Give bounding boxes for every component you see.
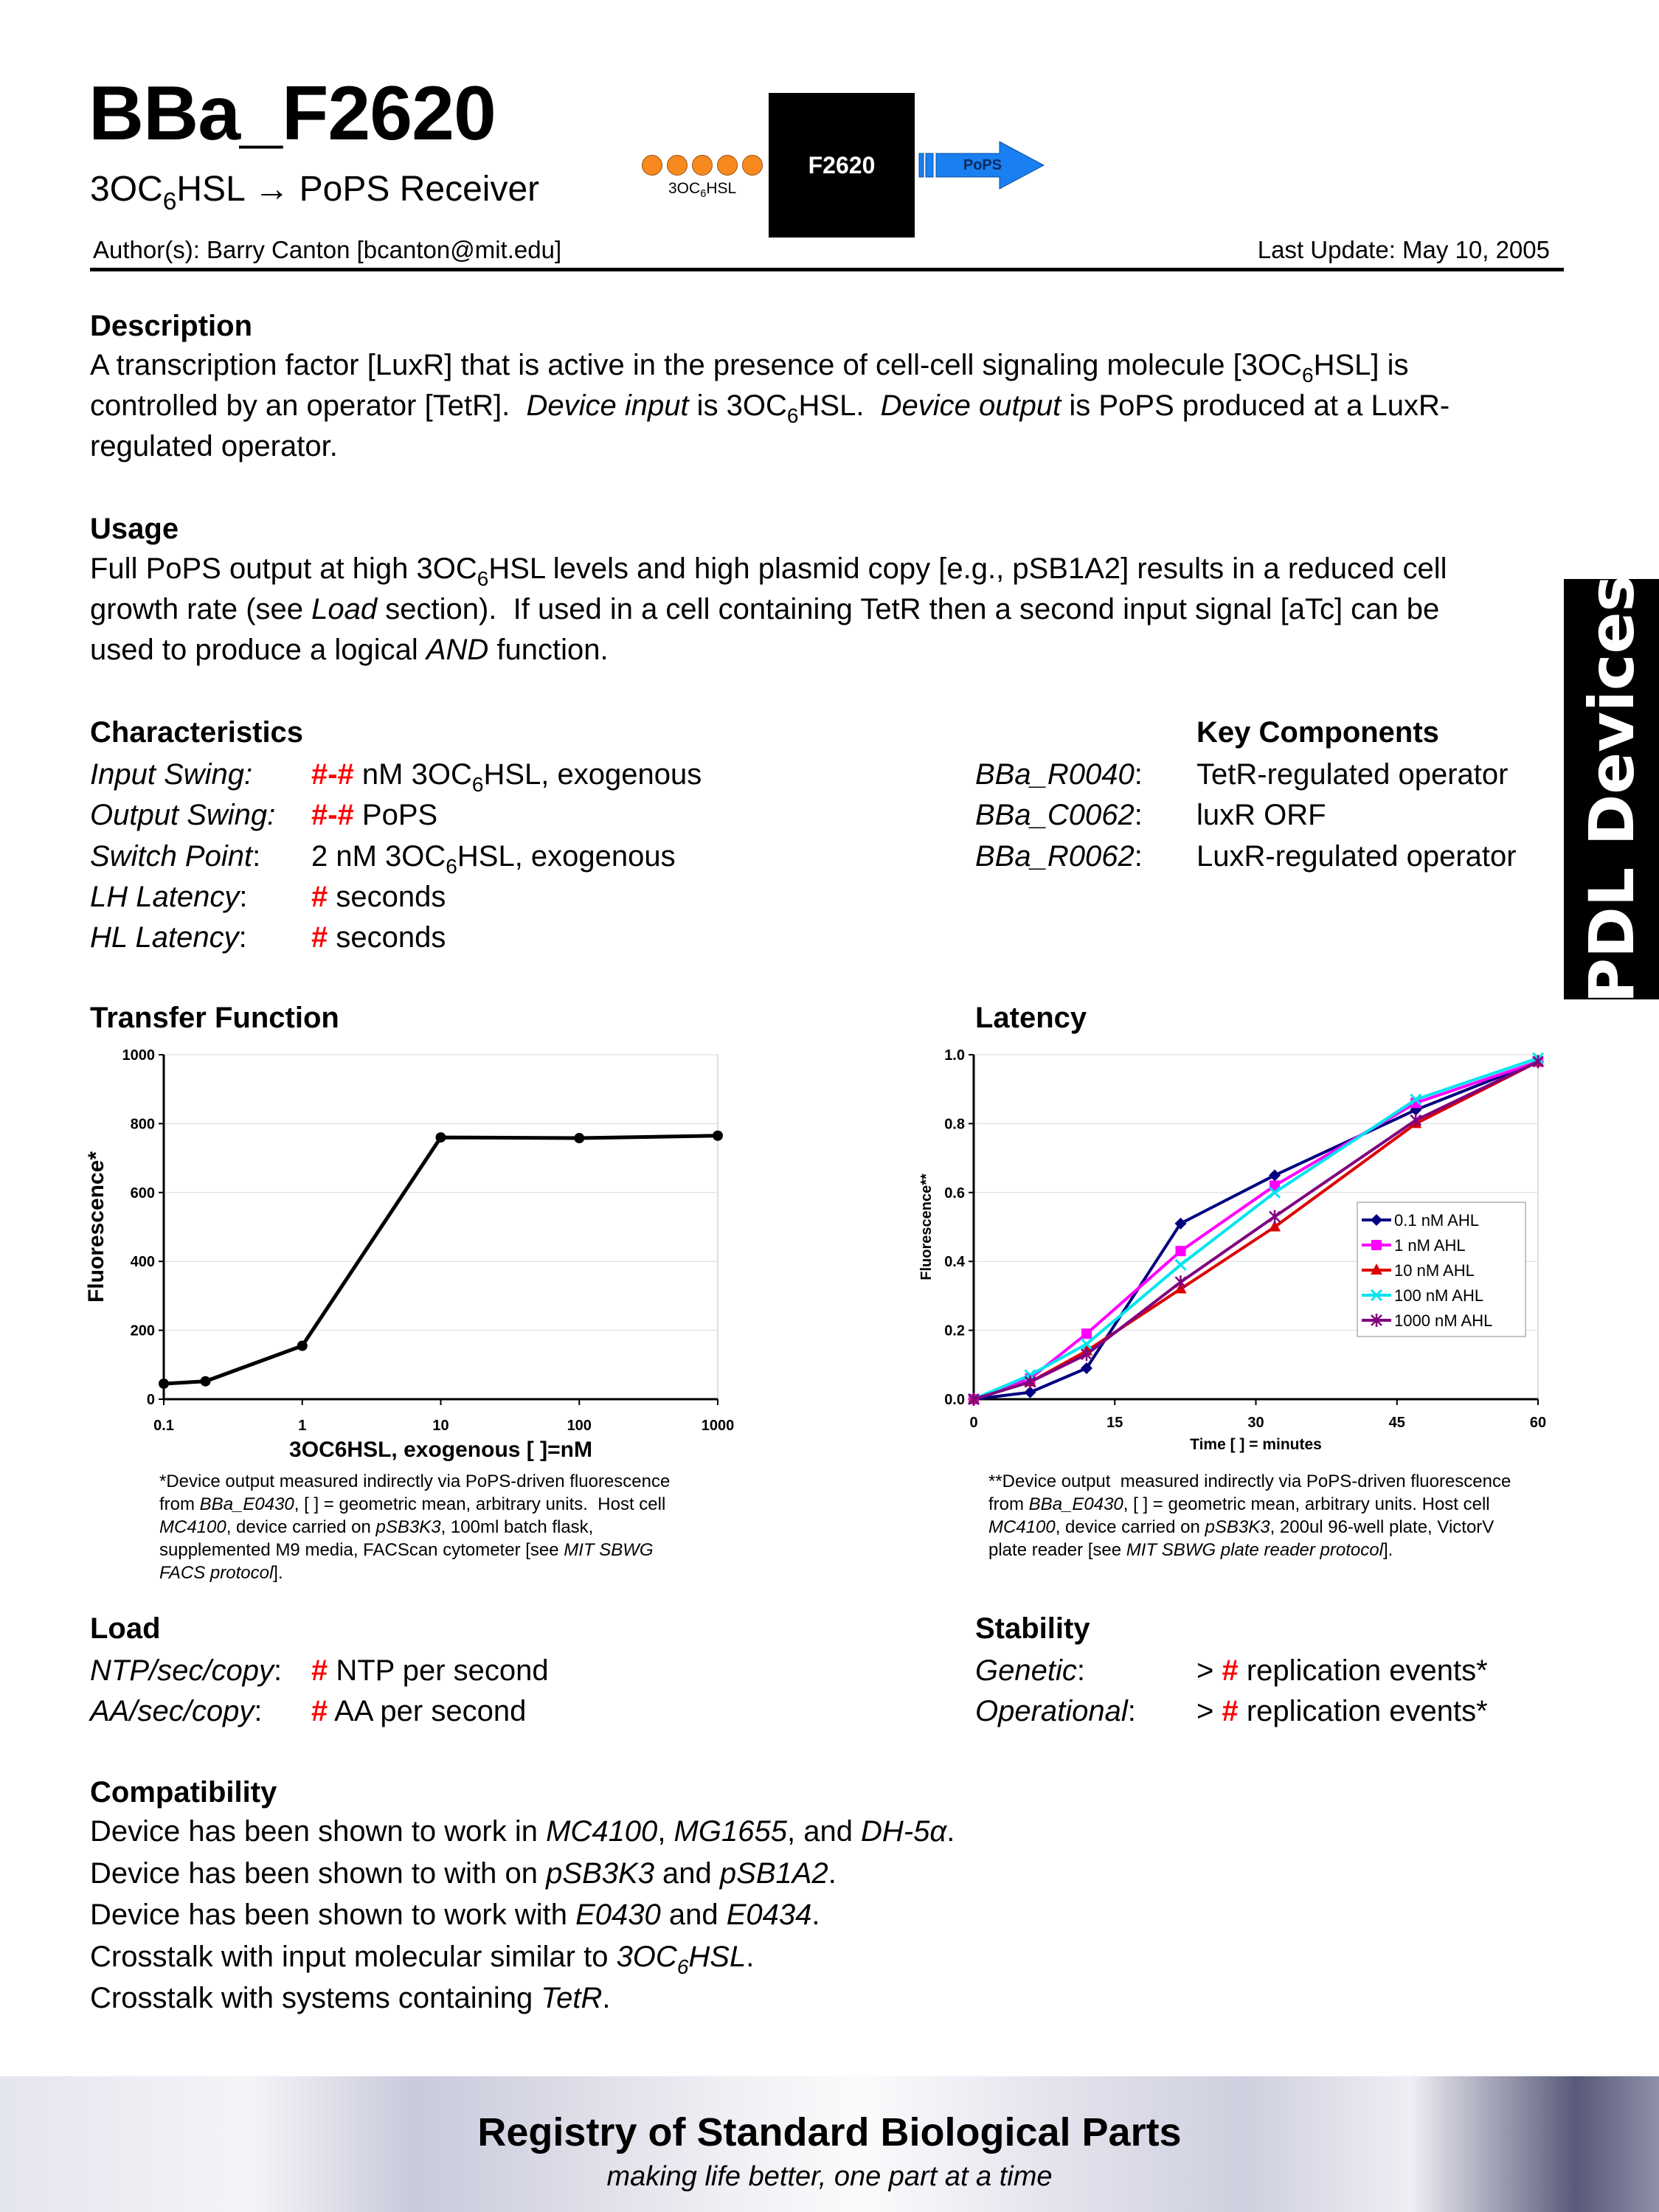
characteristic-row [90,799,438,831]
usage-heading: Usage [90,513,179,545]
compatibility-line [90,1853,955,1895]
placeholder-value: # [1222,1654,1239,1687]
y-tick-label: 800 [130,1116,155,1133]
text-italic: MIT SBWG plate reader protocol [1126,1540,1383,1560]
part-title: BBa_F2620 [89,71,496,156]
latency-footnote [988,1470,1593,1561]
text: . [811,1899,820,1931]
x-tick-label: 60 [1529,1415,1547,1431]
key-components-heading: Key Components [1196,716,1439,749]
text: is PoPS produced at a LuxR- [1061,389,1450,422]
characteristic-label: HL Latency [90,921,239,954]
text: HSL] is [1313,349,1409,381]
text: used to produce a logical [90,634,426,666]
key-component-row [975,758,1509,791]
text: , device carried on [1055,1517,1205,1537]
text-italic: Device output [880,389,1061,422]
pops-output-arrow-icon [918,140,1047,192]
text: is 3OC [688,389,787,422]
y-tick-label: 0 [146,1392,155,1408]
text-italic: FACS protocol [159,1563,274,1583]
device-box [769,93,915,238]
x-tick-label: 1000 [701,1418,735,1434]
y-axis-label: Fluorescence* [84,1151,108,1303]
text: ]. [1382,1540,1393,1560]
description-heading: Description [90,310,253,342]
y-tick-label: 400 [130,1254,155,1271]
input-molecules-icon [642,155,763,176]
subtitle-post: HSL → PoPS Receiver [176,170,540,209]
x-tick-label: 1 [298,1418,307,1434]
load-label: NTP/sec/copy [90,1654,274,1687]
value-sub: 6 [471,772,484,796]
description-line [90,386,1558,426]
text-italic: MG1655 [673,1815,787,1848]
category-label: PDL Devices [1575,575,1648,1004]
footnote-line [988,1539,1593,1561]
text: from [988,1494,1029,1514]
placeholder-value: # [311,881,328,913]
footnote-line: **Device output measured indirectly via PoPS-driven fluorescence [988,1471,1511,1491]
text: controlled by an operator [TetR]. [90,389,527,422]
characteristic-value [311,840,676,878]
legend-label: 100 nM AHL [1394,1286,1484,1305]
colon: : [239,881,248,913]
characteristic-value [311,758,702,796]
characteristic-value [311,882,446,912]
key-component-row [975,799,1326,831]
value-text: seconds [328,881,446,913]
text: growth rate (see [90,593,312,625]
usage-line [90,630,1558,670]
text-italic: pSB3K3 [1205,1517,1270,1537]
text: . [602,1982,611,2014]
x-tick-label: 0 [969,1415,978,1431]
data-point [1176,1246,1186,1256]
colon: : [252,840,261,873]
text-italic: BBa_E0430 [199,1494,294,1514]
text-italic: E0434 [726,1899,812,1931]
colon: : [1127,1695,1136,1727]
text: . [946,1815,955,1848]
footnote-line [988,1516,1593,1539]
value-text: seconds [328,921,446,954]
value-prefix: > [1196,1695,1222,1727]
text-italic: pSB3K3 [375,1517,441,1537]
placeholder-value: # [311,1695,328,1727]
author-line: Author(s): Barry Canton [bcanton@mit.edu] [93,236,562,263]
footer-title: Registry of Standard Biological Parts [477,2110,1182,2154]
text: , [ ] = geometric mean, arbitrary units. Host cell [1123,1494,1490,1514]
x-axis-label: Time [ ] = minutes [1190,1436,1322,1453]
part-link[interactable]: BBa_R0040 [975,758,1135,791]
data-point [436,1132,446,1143]
load-row [90,1654,549,1687]
text: , device carried on [226,1517,376,1537]
latency-chart [915,1033,1564,1468]
y-tick-label: 200 [130,1322,155,1339]
plot-area [164,1055,718,1399]
y-tick-label: 0.8 [944,1116,965,1133]
usage-body [90,549,1558,670]
header-rule [90,268,1564,271]
data-point [1270,1210,1280,1223]
text: from [159,1494,200,1514]
data-point [1081,1328,1092,1339]
compatibility-line [90,1894,955,1936]
value-text: HSL, exogenous [483,758,702,791]
y-tick-label: 1000 [122,1047,155,1064]
legend-marker-icon [1371,1240,1382,1250]
text: , [ ] = geometric mean, arbitrary units. Host cell [294,1494,666,1514]
value-text: HSL, exogenous [457,840,676,873]
text-italic: MC4100 [988,1517,1056,1537]
y-tick-label: 0.4 [944,1254,965,1271]
text: Full PoPS output at high 3OC [90,552,477,585]
text-sub: 6 [786,403,799,427]
footnote-line [159,1561,764,1584]
text: Device has been shown to with on [90,1856,547,1890]
text-italic: TetR [541,1982,603,2014]
molecule-dot-icon [742,155,763,176]
latency-heading: Latency [975,1002,1087,1034]
colon: : [254,1695,263,1727]
characteristic-row [90,758,702,796]
data-point [159,1379,169,1389]
text-italic: DH-5α [861,1815,947,1848]
text-italic: 3OC [616,1940,677,1973]
load-label: AA/sec/copy [90,1695,254,1727]
footnote-line [159,1539,764,1561]
molecule-dot-icon [717,155,738,176]
legend-label: 10 nM AHL [1394,1261,1475,1280]
x-tick-label: 10 [432,1418,449,1434]
data-point [1269,1169,1281,1181]
compatibility-body [90,1811,955,2019]
pops-label: PoPS [963,157,1002,173]
data-point [297,1341,308,1351]
text: supplemented M9 media, FACScan cytometer [see [159,1540,564,1560]
text-italic: MC4100 [546,1815,658,1848]
y-tick-label: 0.6 [944,1185,965,1202]
x-tick-label: 0.1 [153,1418,174,1434]
subtitle-sub: 6 [162,187,177,215]
text-italic: AND [426,634,489,666]
footnote-line [988,1493,1593,1516]
text: plate reader [see [988,1540,1126,1560]
input-label-pre: 3OC [668,180,701,197]
transfer-footnote [159,1470,764,1584]
characteristic-value [311,800,437,830]
value-sub: 6 [446,854,457,878]
molecule-dot-icon [667,155,688,176]
x-tick-label: 30 [1247,1415,1264,1431]
input-label-sub: 6 [700,188,707,201]
x-axis-label: 3OC6HSL, exogenous [ ]=nM [289,1438,592,1462]
input-label [668,180,737,201]
text: , 200ul 96-well plate, VictorV [1270,1517,1495,1537]
placeholder-value: # [1222,1695,1239,1727]
text-italic: MIT SBWG [564,1540,654,1560]
stability-row [975,1654,1488,1687]
molecule-dot-icon [642,155,662,176]
text-italic: HSL [688,1940,747,1973]
last-update: Last Update: May 10, 2005 [1257,236,1550,263]
stability-value [1196,1656,1488,1685]
device-label: F2620 [808,151,876,178]
text-italic: E0430 [575,1899,661,1931]
stability-row [975,1695,1488,1727]
input-label-post: HSL [706,180,737,197]
colon: : [1076,1654,1085,1687]
text: Device has been shown to work in [90,1815,547,1848]
colon: : [1134,840,1143,873]
subtitle-pre: 3OC [90,170,163,209]
footnote-line [159,1516,764,1539]
value-text: replication events* [1238,1695,1488,1727]
x-tick-label: 45 [1388,1415,1405,1431]
value-text: NTP per second [328,1654,549,1687]
value-text: nM 3OC [353,758,472,791]
text: Crosstalk with input molecular similar to [90,1940,617,1973]
text: and [654,1856,720,1890]
load-value [311,1656,549,1685]
y-axis-label: Fluorescence** [918,1173,935,1280]
text: , and [786,1815,862,1848]
legend-label: 1000 nM AHL [1394,1311,1493,1330]
colon: : [1134,758,1143,791]
legend-label: 1 nM AHL [1394,1236,1466,1255]
load-row [90,1695,527,1727]
value-prefix: > [1196,1654,1222,1687]
part-description: TetR-regulated operator [1196,758,1509,791]
characteristic-label: Output Swing: [90,799,276,831]
text: HSL levels and high plasmid copy [e.g., pSB1A2] results in a reduced cell [488,552,1447,585]
usage-line [90,589,1558,630]
text: A transcription factor [LuxR] that is active in the presence of cell-cell signaling molecule [3OC [90,349,1303,381]
footnote-line [159,1493,764,1516]
y-tick-label: 600 [130,1185,155,1202]
compatibility-line [90,1811,955,1853]
colon: : [273,1654,283,1687]
value-text: replication events* [1238,1654,1488,1687]
colon: : [238,921,247,954]
text: . [828,1856,837,1890]
text: ]. [273,1563,283,1583]
placeholder-value: #-# [311,758,354,791]
part-description: luxR ORF [1196,799,1326,831]
transfer-function-heading: Transfer Function [90,1002,339,1034]
y-tick-label: 1.0 [944,1047,965,1064]
stability-label: Genetic [975,1654,1077,1687]
characteristic-row [90,840,676,878]
text: , 100ml batch flask, [440,1517,594,1537]
text-italic: BBa_E0430 [1028,1494,1123,1514]
data-point [713,1131,723,1141]
text-italic: Load [311,593,378,625]
placeholder-value: # [311,1654,328,1687]
characteristic-row [90,881,446,913]
text-sub: 6 [1302,363,1314,386]
description-body [90,345,1558,467]
usage-line [90,549,1558,589]
description-line: regulated operator. [90,430,338,462]
characteristic-label: Switch Point [90,840,253,873]
molecule-dot-icon [692,155,713,176]
characteristics-heading: Characteristics [90,716,304,749]
part-subtitle [90,168,540,215]
load-value [311,1696,526,1726]
characteristic-label: Input Swing: [90,758,253,791]
category-tab [1564,575,1659,1004]
part-link[interactable]: BBa_R0062 [975,840,1135,873]
text: section). If used in a cell containing TetR then a second input signal [aTc] can be [377,593,1440,625]
legend-label: 0.1 nM AHL [1394,1211,1479,1230]
text: and [660,1899,727,1931]
key-component-row [975,840,1517,873]
characteristic-value [311,923,446,952]
text: function. [488,634,609,666]
text-sub: 6 [477,566,489,590]
stability-heading: Stability [975,1612,1090,1645]
value-text: PoPS [353,799,438,831]
y-tick-label: 0.2 [944,1322,965,1339]
part-link[interactable]: BBa_C0062 [975,799,1135,831]
characteristic-row [90,921,446,954]
series-line [164,1136,718,1384]
text: Crosstalk with systems containing [90,1982,541,2014]
compatibility-heading: Compatibility [90,1776,277,1809]
placeholder-value: # [311,921,328,954]
data-point [201,1376,211,1387]
colon: : [1134,799,1143,831]
text-italic: Device input [526,389,689,422]
transfer-function-chart [74,1033,738,1468]
stability-value [1196,1696,1488,1726]
y-tick-label: 0.0 [944,1392,965,1408]
text: . [746,1940,755,1973]
part-description: LuxR-regulated operator [1196,840,1517,873]
load-heading: Load [90,1612,161,1645]
footnote-line: *Device output measured indirectly via PoPS-driven fluorescence [159,1471,671,1491]
characteristic-label: LH Latency [90,881,240,913]
data-point [574,1133,584,1143]
x-tick-label: 100 [567,1418,592,1434]
text-sub: 6 [676,1955,689,1978]
footer-tagline: making life better, one part at a time [606,2161,1053,2192]
text: HSL. [798,389,881,422]
text-italic: pSB3K3 [546,1856,654,1890]
text-italic: pSB1A2 [719,1856,828,1890]
value-text: AA per second [328,1695,527,1727]
x-tick-label: 15 [1106,1415,1123,1431]
value-text: 2 nM 3OC [311,840,446,873]
compatibility-line [90,1936,955,1978]
compatibility-line [90,1977,955,2019]
text-italic: MC4100 [159,1517,226,1537]
text: , [657,1815,674,1848]
stability-label: Operational [975,1695,1128,1727]
placeholder-value: #-# [311,799,354,831]
data-point [1176,1275,1186,1289]
description-line [90,345,1558,386]
chart-legend [1357,1202,1525,1336]
text: Device has been shown to work with [90,1899,576,1931]
